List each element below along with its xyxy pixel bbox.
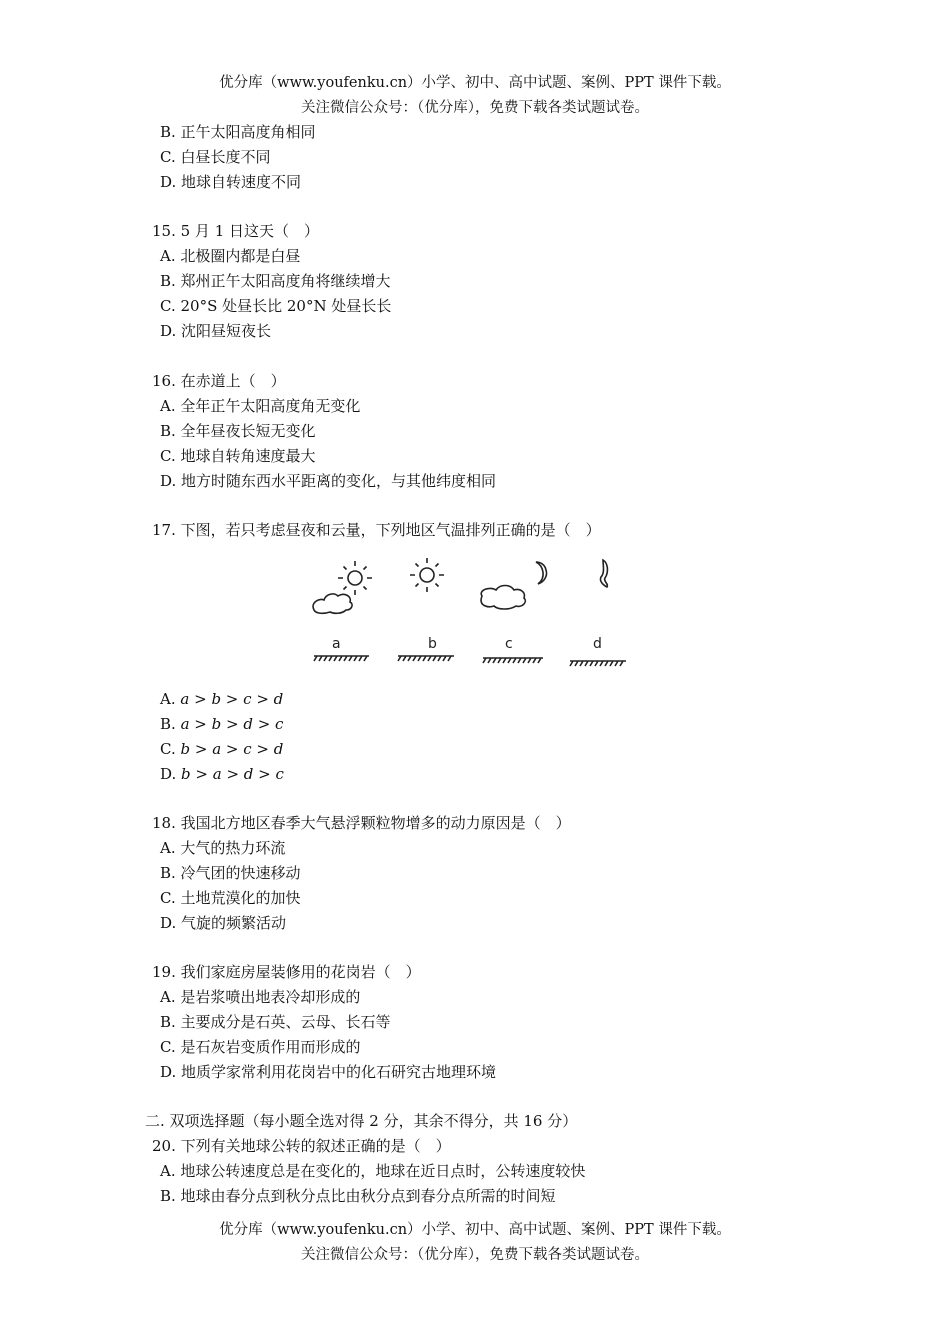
q17-option-b-expr: a > b > d > c [180,715,284,733]
q17-option-b-letter: B. [160,715,176,733]
footer-line-2: 关注微信公众号：（优分库），免费下载各类试题试卷。 [301,1247,649,1263]
q15-option-c: C. 20°S 处昼长比 20°N 处昼长长 [160,297,392,315]
ground-c [483,658,543,663]
section-2-title: 二. 双项选择题（每小题全选对得 2 分，其余不得分，共 16 分） [145,1112,578,1130]
q17-option-c [160,738,283,760]
q15-option-b: B. 郑州正午太阳高度角将继续增大 [160,272,391,290]
q15-stem: 15. 5 月 1 日这天（ ） [152,222,320,240]
q16-option-d: D. 地方时随东西水平距离的变化，与其他纬度相同 [160,472,497,490]
figure-label-b: b [428,636,437,652]
q17-option-d-expr: b > a > d > c [181,765,284,783]
q16-stem: 16. 在赤道上（ ） [152,372,286,390]
header-line-1: 优分库（www.youfenku.cn）小学、初中、高中试题、案例、PPT 课件下载。 [219,75,731,91]
q15-option-a: A. 北极圈内都是白昼 [160,247,301,265]
q17-option-c-expr: b > a > c > d [180,740,284,758]
q20-stem: 20. 下列有关地球公转的叙述正确的是（ ） [152,1137,451,1155]
q18-stem: 18. 我国北方地区春季大气悬浮颗粒物增多的动力原因是（ ） [152,814,571,832]
q15-option-d: D. 沈阳昼短夜长 [160,322,272,340]
q14-option-b: B. 正午太阳高度角相同 [160,123,316,141]
q19-option-c: C. 是石灰岩变质作用而形成的 [160,1038,361,1056]
q17-stem: 17. 下图，若只考虑昼夜和云量，下列地区气温排列正确的是（ ） [152,521,601,539]
q18-option-c: C. 土地荒漠化的加快 [160,889,301,907]
q18-option-d: D. 气旋的频繁活动 [160,914,287,932]
q20-option-b: B. 地球由春分点到秋分点比由秋分点到春分点所需的时间短 [160,1187,556,1205]
q16-option-c: C. 地球自转角速度最大 [160,447,316,465]
q19-stem: 19. 我们家庭房屋装修用的花岗岩（ ） [152,963,421,981]
q18-option-a: A. 大气的热力环流 [160,839,286,857]
footer-line-1: 优分库（www.youfenku.cn）小学、初中、高中试题、案例、PPT 课件下载。 [219,1222,731,1238]
moon-icon [600,560,607,587]
ground-d [570,661,626,666]
sun-icon [410,558,444,592]
header-line-2: 关注微信公众号：（优分库），免费下载各类试题试卷。 [301,100,649,116]
sun-icon [338,561,372,595]
q14-option-d: D. 地球自转速度不同 [160,173,302,191]
q18-option-b: B. 冷气团的快速移动 [160,864,301,882]
q17-option-d-letter: D. [160,765,177,783]
q16-option-b: B. 全年昼夜长短无变化 [160,422,316,440]
q17-option-a-letter: A. [160,690,176,708]
q19-option-d: D. 地质学家常利用花岗岩中的化石研究古地理环境 [160,1063,497,1081]
q14-option-c: C. 白昼长度不同 [160,148,271,166]
cloud-icon [313,594,352,613]
q17-option-a-expr: a > b > c > d [180,690,284,708]
figure-label-d: d [593,636,602,652]
figure-label-a: a [332,636,341,652]
q20-option-a: A. 地球公转速度总是在变化的，地球在近日点时，公转速度较快 [160,1162,586,1180]
moon-icon [536,562,547,584]
q17-option-a [160,688,283,710]
q17-option-c-letter: C. [160,740,176,758]
figure-label-c: c [505,636,513,652]
q17-option-d [160,763,284,785]
q19-option-b: B. 主要成分是石英、云母、长石等 [160,1013,391,1031]
ground-a [314,656,369,661]
q16-option-a: A. 全年正午太阳高度角无变化 [160,397,361,415]
q17-option-b [160,713,283,735]
q19-option-a: A. 是岩浆喷出地表冷却形成的 [160,988,361,1006]
ground-b [398,656,454,661]
day-night-cloud-figure [300,552,640,687]
cloud-icon [481,586,525,610]
